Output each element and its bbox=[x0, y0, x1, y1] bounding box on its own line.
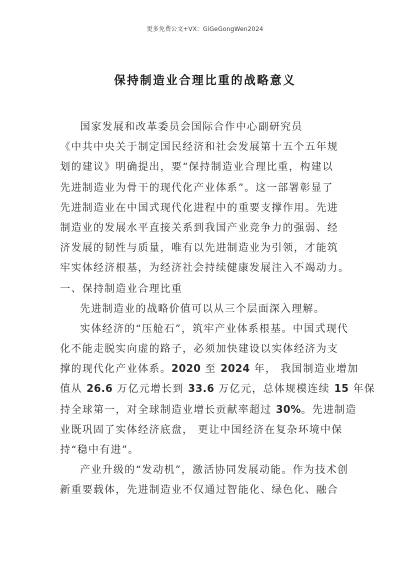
line-text: 制造业的发展水平直接关系到我国产业竞争力的强弱、经 bbox=[60, 222, 339, 234]
line-text: 年保 bbox=[348, 384, 376, 396]
document-body bbox=[60, 118, 376, 502]
line-text: 先进制造业的战略价值可以从三个层面深入理解。 bbox=[80, 303, 326, 315]
line-text: 业既巩固了实体经济底盘， 更让中国经济在复杂环境中保 bbox=[60, 424, 343, 436]
paragraph-line bbox=[60, 481, 354, 501]
paragraph-line bbox=[60, 461, 354, 481]
paragraph-line bbox=[60, 199, 354, 219]
line-text: 化不能走脱实向虚的路子，必须加快建设以实体经济为支 bbox=[60, 344, 339, 356]
line-text: 产业升级的“发动机”，激活协同发展动能。作为技术创 bbox=[80, 465, 349, 477]
paragraph-line bbox=[60, 320, 354, 340]
paragraph-line bbox=[60, 360, 359, 380]
line-text: 一、保持制造业合理比重 bbox=[60, 283, 183, 295]
line-text: 划的建议》明确提出，要“保持制造业合理比重，构建以 bbox=[60, 162, 334, 174]
paragraph-line bbox=[60, 441, 354, 461]
number-value: 15 bbox=[334, 384, 349, 396]
line-text: 新重要载体，先进制造业不仅通过智能化、绿色化、融合 bbox=[60, 485, 339, 497]
paragraph-line bbox=[60, 239, 354, 259]
header-note: 更多免费公文+VX：GiGeGongWen2024 bbox=[146, 26, 264, 33]
line-text: 。先进制造 bbox=[301, 404, 357, 416]
line-text: 万亿元增长到 bbox=[112, 384, 189, 396]
line-text: 实体经济的“压舱石”，筑牢产业体系根基。中国式现代 bbox=[80, 323, 349, 335]
section-heading bbox=[60, 280, 354, 300]
paragraph-line bbox=[60, 219, 354, 239]
paragraph-line bbox=[60, 380, 376, 400]
number-value: 2024 bbox=[220, 364, 251, 376]
line-text: 至 bbox=[200, 364, 221, 376]
line-text: 持全球第一，对全球制造业增长贡献率超过 bbox=[60, 404, 276, 416]
line-text: 持“稳中有进”。 bbox=[60, 445, 140, 456]
paragraph-line bbox=[60, 158, 354, 178]
number-value: 26.6 bbox=[86, 384, 113, 396]
line-text: 万亿元，总体规模连续 bbox=[214, 384, 335, 396]
line-text: 先进制造业为骨干的现代化产业体系”。这一部署彰显了 bbox=[60, 182, 334, 194]
paragraph-line bbox=[60, 421, 354, 441]
line-text: 牢实体经济根基，为经济社会持续健康发展注入不竭动力。 bbox=[60, 263, 350, 275]
line-text: 值从 bbox=[60, 384, 87, 396]
paragraph-line bbox=[60, 259, 354, 279]
paragraph-line bbox=[60, 138, 354, 158]
paragraph-line bbox=[60, 401, 357, 421]
line-text: 《中共中央关于制定国民经济和社会发展第十五个五年规 bbox=[60, 142, 339, 154]
number-value: 33.6 bbox=[188, 384, 215, 396]
line-text: 年， 我国制造业增加 bbox=[250, 364, 359, 376]
paragraph-line bbox=[60, 340, 354, 360]
paragraph-line bbox=[60, 118, 354, 138]
paragraph-line bbox=[60, 300, 354, 320]
paragraph-line bbox=[60, 179, 354, 199]
line-text: 撑的现代化产业体系。 bbox=[60, 364, 172, 376]
number-value: 2020 bbox=[171, 364, 201, 376]
line-text: 国家发展和改革委员会国际合作中心副研究员 bbox=[80, 122, 303, 133]
number-value: 30% bbox=[275, 404, 302, 416]
line-text: 济发展的韧性与质量，唯有以先进制造业为引领，才能筑 bbox=[60, 243, 339, 255]
document-title: 保持制造业合理比重的战略意义 bbox=[114, 73, 296, 87]
line-text: 先进制造业在中国式现代化进程中的重要支撑作用。先进 bbox=[60, 202, 339, 214]
